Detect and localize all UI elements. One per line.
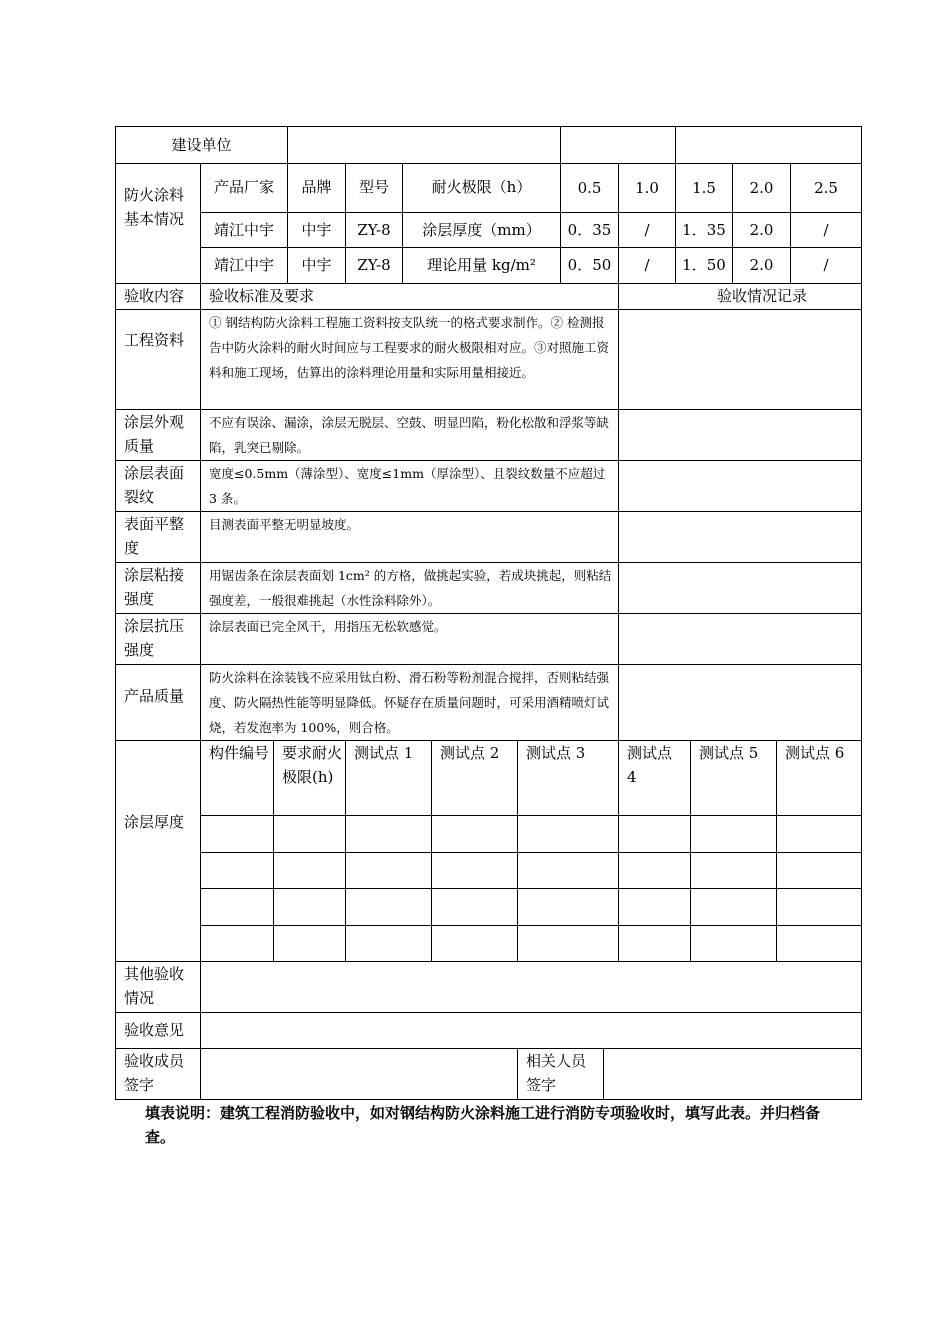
item-record-cell[interactable] xyxy=(618,309,862,410)
fire-rating-value: 1.0 xyxy=(635,179,659,197)
test-point-header: 测试点 1 xyxy=(354,744,414,762)
thickness-input-cell[interactable] xyxy=(431,815,518,853)
thickness-input-cell[interactable] xyxy=(345,925,432,962)
member-signature-label: 验收成员签字 xyxy=(124,1052,185,1094)
thickness-input-cell[interactable] xyxy=(776,925,862,962)
item-label-product-quality: 产品质量 xyxy=(124,687,185,705)
thickness-input-cell[interactable] xyxy=(200,925,274,962)
fire-rating-value: 2.5 xyxy=(814,179,838,197)
usage-value: / xyxy=(644,256,650,274)
coating-thickness-label-cell xyxy=(115,740,201,962)
item-standard-text: 涂层表面已完全风干，用指压无松软感觉。 xyxy=(209,619,447,634)
thickness-input-cell[interactable] xyxy=(273,852,346,889)
thickness-input-cell[interactable] xyxy=(517,815,619,853)
test-point-header: 测试点 4 xyxy=(627,744,673,786)
theoretical-usage-label: 理论用量 kg/m² xyxy=(427,256,536,274)
thickness-input-cell[interactable] xyxy=(345,815,432,853)
related-signature-label: 相关人员签字 xyxy=(526,1052,587,1094)
thickness-value: 2.0 xyxy=(749,221,774,239)
basic-info-label: 防火涂料基本情况 xyxy=(124,186,185,228)
thickness-value: / xyxy=(823,221,829,239)
thickness-input-cell[interactable] xyxy=(200,815,274,853)
acceptance-record-header: 验收情况记录 xyxy=(716,287,807,305)
thickness-input-cell[interactable] xyxy=(200,888,274,926)
blank-cell[interactable] xyxy=(560,126,676,164)
item-label-engineering-docs: 工程资料 xyxy=(124,331,185,349)
brand-value: 中宇 xyxy=(301,221,332,239)
item-record-cell[interactable] xyxy=(618,562,862,614)
thickness-input-cell[interactable] xyxy=(345,888,432,926)
item-record-cell[interactable] xyxy=(618,613,862,665)
test-point-header: 测试点 6 xyxy=(785,744,845,762)
item-label-appearance: 涂层外观质量 xyxy=(124,413,185,455)
fire-rating-header: 耐火极限（h） xyxy=(431,178,532,196)
item-label-flatness: 表面平整度 xyxy=(124,515,185,557)
fire-rating-value: 2.0 xyxy=(749,179,774,197)
construction-unit-value-cell[interactable] xyxy=(287,126,561,164)
acceptance-standard-header: 验收标准及要求 xyxy=(209,287,315,305)
thickness-input-cell[interactable] xyxy=(273,888,346,926)
thickness-input-cell[interactable] xyxy=(618,888,691,926)
thickness-value: 0．35 xyxy=(567,221,612,239)
thickness-input-cell[interactable] xyxy=(200,852,274,889)
other-acceptance-field[interactable] xyxy=(200,961,862,1013)
coating-thickness-label: 涂层厚度（mm） xyxy=(422,221,541,239)
test-point-header: 测试点 5 xyxy=(699,744,759,762)
test-point-header: 测试点 3 xyxy=(526,744,586,762)
thickness-input-cell[interactable] xyxy=(273,925,346,962)
item-record-cell[interactable] xyxy=(618,664,862,741)
blank-cell[interactable] xyxy=(675,126,862,164)
thickness-input-cell[interactable] xyxy=(273,815,346,853)
thickness-input-cell[interactable] xyxy=(431,888,518,926)
item-label-bond-strength: 涂层粘接强度 xyxy=(124,566,185,608)
thickness-value: 1．35 xyxy=(682,221,726,239)
required-fire-rating-header: 要求耐火极限(h) xyxy=(282,744,343,786)
acceptance-content-header: 验收内容 xyxy=(124,287,185,305)
form-instructions: 填表说明：建筑工程消防验收中，如对钢结构防火涂料施工进行消防专项验收时，填写此表。并归档备查。 xyxy=(145,1104,821,1146)
model-header: 型号 xyxy=(358,178,389,196)
usage-value: 0．50 xyxy=(567,256,612,274)
thickness-input-cell[interactable] xyxy=(690,815,777,853)
thickness-value: / xyxy=(644,221,650,239)
thickness-input-cell[interactable] xyxy=(517,925,619,962)
construction-unit-label: 建设单位 xyxy=(171,136,232,154)
model-value: ZY-8 xyxy=(357,256,391,274)
thickness-input-cell[interactable] xyxy=(345,852,432,889)
item-standard-text: 防火涂料在涂装钱不应采用钛白粉、滑石粉等粉剂混合搅拌，否则粘结强度、防火隔热性能等明显降低。怀疑存在质量问题时，可采用酒精喷灯试烧，若发泡率为 100%，则合格。 xyxy=(209,670,610,735)
item-standard-text: 目测表面平整无明显坡度。 xyxy=(209,517,360,532)
thickness-input-cell[interactable] xyxy=(618,925,691,962)
thickness-input-cell[interactable] xyxy=(776,888,862,926)
thickness-input-cell[interactable] xyxy=(690,925,777,962)
fire-rating-value: 1.5 xyxy=(692,179,716,197)
test-point-header: 测试点 2 xyxy=(440,744,500,762)
item-record-cell[interactable] xyxy=(618,409,862,461)
item-label-compressive-strength: 涂层抗压强度 xyxy=(124,617,185,659)
other-acceptance-label: 其他验收情况 xyxy=(124,965,185,1007)
item-standard-text: 不应有误涂、漏涂，涂层无脱层、空鼓、明显凹陷，粉化松散和浮浆等缺陷，乳突已剔除。 xyxy=(209,415,610,455)
thickness-input-cell[interactable] xyxy=(776,852,862,889)
opinion-field[interactable] xyxy=(200,1012,862,1049)
model-value: ZY-8 xyxy=(357,221,391,239)
member-signature-field[interactable] xyxy=(200,1048,518,1100)
usage-value: / xyxy=(823,256,829,274)
fire-rating-value: 0.5 xyxy=(577,179,602,197)
thickness-input-cell[interactable] xyxy=(431,852,518,889)
item-record-cell[interactable] xyxy=(618,460,862,512)
manufacturer-header: 产品厂家 xyxy=(213,178,274,196)
thickness-input-cell[interactable] xyxy=(618,815,691,853)
item-record-cell[interactable] xyxy=(618,511,862,563)
thickness-input-cell[interactable] xyxy=(517,888,619,926)
thickness-input-cell[interactable] xyxy=(690,852,777,889)
thickness-input-cell[interactable] xyxy=(776,815,862,853)
brand-value: 中宇 xyxy=(301,256,332,274)
brand-header: 品牌 xyxy=(301,178,332,196)
opinion-label: 验收意见 xyxy=(124,1021,185,1039)
manufacturer-value: 靖江中宇 xyxy=(213,221,274,239)
related-signature-field[interactable] xyxy=(603,1048,862,1100)
item-standard-text: ① 钢结构防火涂料工程施工资料按支队统一的格式要求制作。② 检测报告中防火涂料的耐火时间应与工程要求的耐火极限相对应。③对照施工资料和施工现场，估算出的涂料理论用量和实际用量相接近。 xyxy=(209,315,610,380)
usage-value: 1．50 xyxy=(682,256,726,274)
component-number-header: 构件编号 xyxy=(209,744,270,762)
thickness-input-cell[interactable] xyxy=(517,852,619,889)
manufacturer-value: 靖江中宇 xyxy=(213,256,274,274)
item-label-cell xyxy=(115,309,201,410)
usage-value: 2.0 xyxy=(749,256,774,274)
coating-thickness-label: 涂层厚度 xyxy=(124,813,185,831)
thickness-input-cell[interactable] xyxy=(618,852,691,889)
thickness-input-cell[interactable] xyxy=(431,925,518,962)
item-label-cracks: 涂层表面裂纹 xyxy=(124,464,185,506)
thickness-input-cell[interactable] xyxy=(690,888,777,926)
item-standard-text: 宽度≤0.5mm（薄涂型）、宽度≤1mm（厚涂型）、且裂纹数量不应超过 3 条。 xyxy=(209,466,606,506)
item-standard-text: 用锯齿条在涂层表面划 1cm² 的方格，做挑起实验，若成块挑起，则粘结强度差，一般很难挑起（水性涂料除外）。 xyxy=(209,568,612,608)
